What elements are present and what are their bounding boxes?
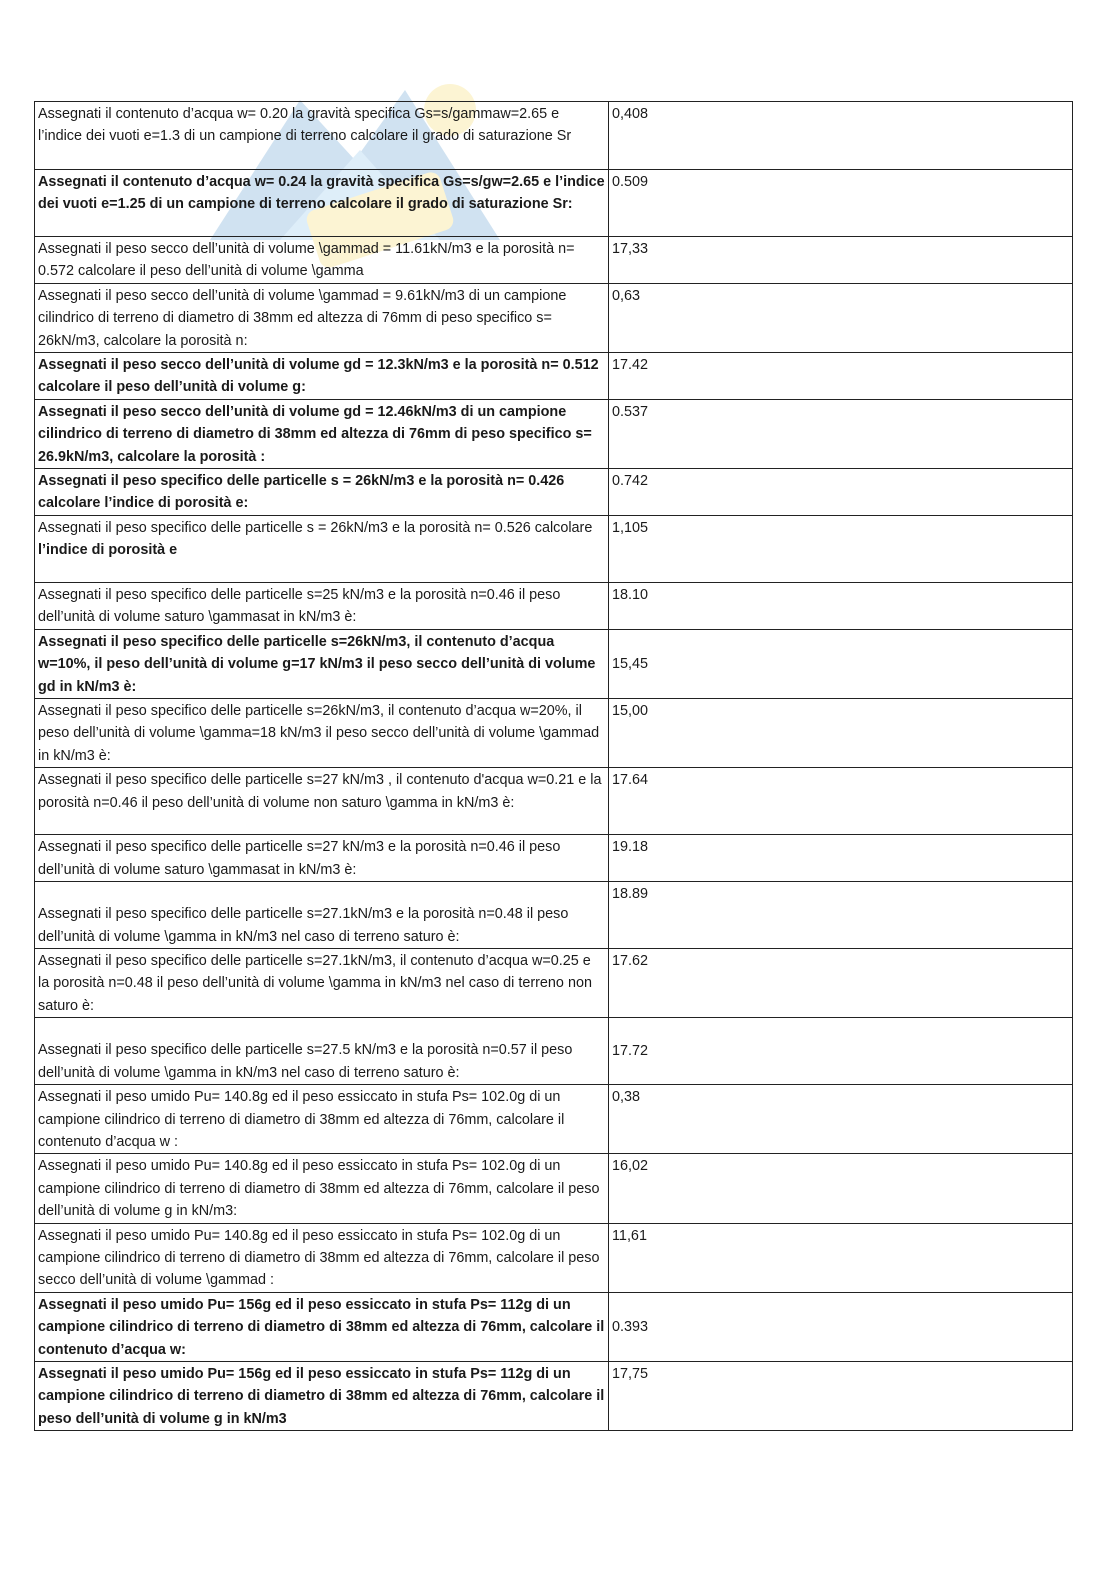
- question-text: Assegnati il peso specifico delle particelle s = 26kN/m3 e la porosità n= 0.526 calcolare: [38, 519, 593, 536]
- table-row: [35, 948, 1073, 1017]
- answer-cell: 0,408: [609, 102, 1073, 170]
- answer-cell: 18.89: [609, 881, 1073, 948]
- question-cell: Assegnati il contenuto d’acqua w= 0.20 la gravità specifica Gs=s/gammaw=2.65 e l’indice dei vuoti e=1.3 di un campione di terreno calcolare il grado di saturazione Sr: [35, 102, 609, 170]
- question-cell: Assegnati il peso specifico delle particelle s=27.5 kN/m3 e la porosità n=0.57 il peso dell’unità di volume \gamma in kN/m3 nel caso di terreno saturo è:: [35, 1018, 609, 1085]
- table-row: [35, 353, 1073, 400]
- question-cell: Assegnati il peso secco dell’unità di volume \gammad = 11.61kN/m3 e la porosità n= 0.572 calcolare il peso dell’unità di volume \gamma: [35, 237, 609, 284]
- answer-cell: 17.64: [609, 768, 1073, 835]
- answer-cell: 17.42: [609, 353, 1073, 400]
- answer-cell: 11,61: [609, 1223, 1073, 1292]
- answer-cell: 19.18: [609, 835, 1073, 882]
- answer-cell: 17.62: [609, 948, 1073, 1017]
- question-cell: Assegnati il contenuto d’acqua w= 0.24 la gravità specifica Gs=s/gw=2.65 e l’indice dei vuoti e=1.25 di un campione di terreno calcolare il grado di saturazione Sr:: [35, 170, 609, 237]
- answer-cell: 0.393: [609, 1292, 1073, 1361]
- question-cell: Assegnati il peso umido Pu= 156g ed il peso essiccato in stufa Ps= 112g di un campione cilindrico di terreno di diametro di 38mm ed altezza di 76mm, calcolare il contenuto d’acqua w:: [35, 1292, 609, 1361]
- table-row: [35, 102, 1073, 170]
- table-row: [35, 237, 1073, 284]
- answer-cell: 1,105: [609, 515, 1073, 582]
- question-cell: Assegnati il peso umido Pu= 140.8g ed il peso essiccato in stufa Ps= 102.0g di un campione cilindrico di terreno di diametro di 38mm ed altezza di 76mm, calcolare il peso secco dell’unità di volume \gammad :: [35, 1223, 609, 1292]
- answer-cell: 17,33: [609, 237, 1073, 284]
- table-row: [35, 1085, 1073, 1154]
- question-cell: Assegnati il peso specifico delle particelle s=27.1kN/m3 e la porosità n=0.48 il peso dell’unità di volume \gamma in kN/m3 nel caso di terreno saturo è:: [35, 881, 609, 948]
- question-cell: [35, 515, 609, 582]
- question-cell: Assegnati il peso specifico delle particelle s=27.1kN/m3, il contenuto d’acqua w=0.25 e la porosità n=0.48 il peso dell’unità di volume \gamma in kN/m3 nel caso di terreno non saturo è:: [35, 948, 609, 1017]
- table-row: [35, 399, 1073, 468]
- table-row: [35, 283, 1073, 352]
- table-row: [35, 1292, 1073, 1361]
- answer-cell: 18.10: [609, 582, 1073, 629]
- answer-cell: 15,00: [609, 698, 1073, 767]
- table-row: [35, 698, 1073, 767]
- table-row: [35, 515, 1073, 582]
- question-cell: Assegnati il peso specifico delle particelle s = 26kN/m3 e la porosità n= 0.426 calcolare l’indice di porosità e:: [35, 469, 609, 516]
- question-cell: Assegnati il peso secco dell’unità di volume gd = 12.3kN/m3 e la porosità n= 0.512 calcolare il peso dell’unità di volume g:: [35, 353, 609, 400]
- table-row: [35, 768, 1073, 835]
- question-cell: Assegnati il peso umido Pu= 140.8g ed il peso essiccato in stufa Ps= 102.0g di un campione cilindrico di terreno di diametro di 38mm ed altezza di 76mm, calcolare il peso dell’unità di volume g in kN/m3:: [35, 1154, 609, 1223]
- table-row: [35, 835, 1073, 882]
- table-row: [35, 1362, 1073, 1431]
- table-row: [35, 1154, 1073, 1223]
- answer-cell: 17.72: [609, 1018, 1073, 1085]
- answer-cell: 16,02: [609, 1154, 1073, 1223]
- answer-cell: 0.742: [609, 469, 1073, 516]
- table-row: [35, 469, 1073, 516]
- answer-cell: 0,63: [609, 283, 1073, 352]
- question-cell: Assegnati il peso secco dell’unità di volume gd = 12.46kN/m3 di un campione cilindrico di terreno di diametro di 38mm ed altezza di 76mm di peso specifico s= 26.9kN/m3, calcolare la porosità :: [35, 399, 609, 468]
- answer-cell: 0,38: [609, 1085, 1073, 1154]
- answer-cell: 15,45: [609, 629, 1073, 698]
- table-row: [35, 1018, 1073, 1085]
- question-cell: Assegnati il peso umido Pu= 140.8g ed il peso essiccato in stufa Ps= 102.0g di un campione cilindrico di terreno di diametro di 38mm ed altezza di 76mm, calcolare il contenuto d’acqua w :: [35, 1085, 609, 1154]
- answer-cell: 0.509: [609, 170, 1073, 237]
- question-cell: Assegnati il peso secco dell’unità di volume \gammad = 9.61kN/m3 di un campione cilindrico di terreno di diametro di 38mm ed altezza di 76mm di peso specifico s= 26kN/m3, calcolare la porosità n:: [35, 283, 609, 352]
- questions-answers-table: [34, 101, 1073, 1431]
- table-row: [35, 170, 1073, 237]
- question-cell: Assegnati il peso specifico delle particelle s=25 kN/m3 e la porosità n=0.46 il peso dell’unità di volume saturo \gammasat in kN/m3 è:: [35, 582, 609, 629]
- question-cell: Assegnati il peso specifico delle particelle s=26kN/m3, il contenuto d’acqua w=10%, il peso dell’unità di volume g=17 kN/m3 il peso secco dell’unità di volume gd in kN/m3 è:: [35, 629, 609, 698]
- question-cell: Assegnati il peso umido Pu= 156g ed il peso essiccato in stufa Ps= 112g di un campione cilindrico di terreno di diametro di 38mm ed altezza di 76mm, calcolare il peso dell’unità di volume g in kN/m3: [35, 1362, 609, 1431]
- table-row: [35, 1223, 1073, 1292]
- question-cell: Assegnati il peso specifico delle particelle s=27 kN/m3 , il contenuto d'acqua w=0.21 e la porosità n=0.46 il peso dell’unità di volume non saturo \gamma in kN/m3 è:: [35, 768, 609, 835]
- question-text-bold: l’indice di porosità e: [38, 542, 178, 559]
- table-row: [35, 582, 1073, 629]
- table-row: [35, 881, 1073, 948]
- answer-cell: 0.537: [609, 399, 1073, 468]
- table-row: [35, 629, 1073, 698]
- answer-cell: 17,75: [609, 1362, 1073, 1431]
- question-cell: Assegnati il peso specifico delle particelle s=27 kN/m3 e la porosità n=0.46 il peso dell’unità di volume saturo \gammasat in kN/m3 è:: [35, 835, 609, 882]
- question-cell: Assegnati il peso specifico delle particelle s=26kN/m3, il contenuto d’acqua w=20%, il peso dell’unità di volume \gamma=18 kN/m3 il peso secco dell’unità di volume \gammad in kN/m3 è:: [35, 698, 609, 767]
